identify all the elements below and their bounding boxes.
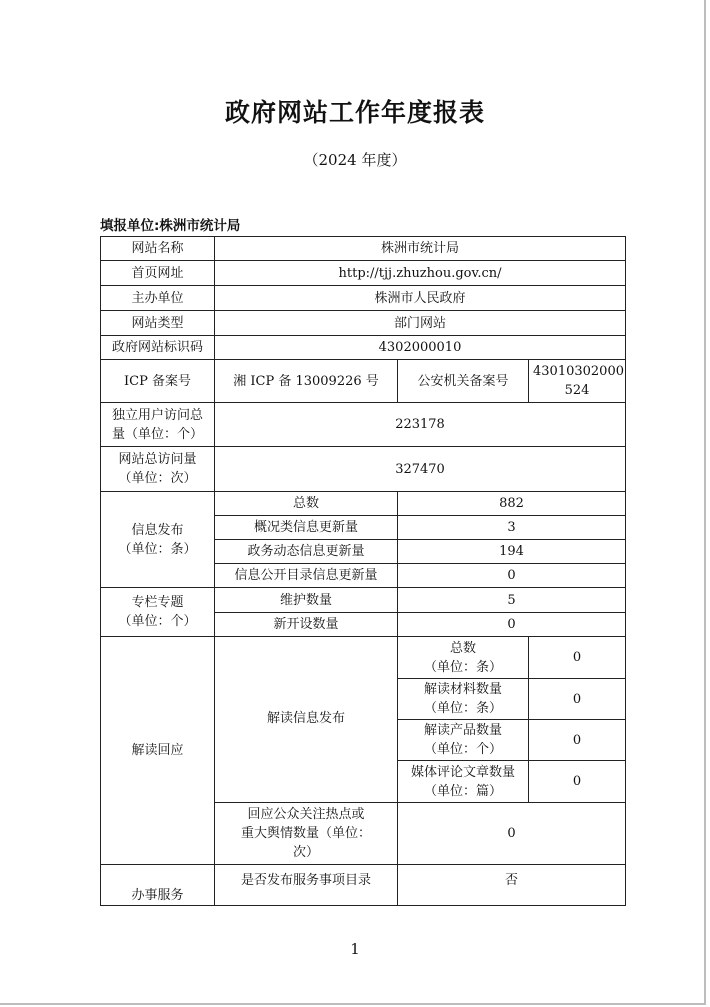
disclosure-update-label: 信息公开目录信息更新量 xyxy=(215,564,398,588)
interpretation-product-label xyxy=(398,720,529,761)
interpretation-product-label-line-1: 解读产品数量 xyxy=(423,723,502,738)
table-row xyxy=(101,492,626,516)
unique-visitors-label-line-1: 独立用户访问总 xyxy=(111,407,203,423)
public-response-label-line-1: 回应公众关注热点或 xyxy=(247,807,365,822)
media-comment-label xyxy=(398,761,529,803)
service-catalog-value: 否 xyxy=(398,865,626,906)
site-name-value: 株洲市统计局 xyxy=(215,237,626,261)
report-title: 政府网站工作年度报表 xyxy=(224,98,485,127)
public-response-label-line-3: 次） xyxy=(292,845,319,860)
interpretation-total-label-line-2: （单位：条） xyxy=(423,659,502,675)
info-publish-label-line-1: 信息发布 xyxy=(131,522,184,538)
interpretation-product-label-line-2: （单位：个） xyxy=(423,742,502,757)
site-type-value: 部门网站 xyxy=(215,311,626,336)
gov-news-update-value: 194 xyxy=(398,540,626,564)
interpretation-total-label xyxy=(398,637,529,679)
interpretation-material-label-line-1: 解读材料数量 xyxy=(423,682,502,697)
media-comment-label-line-2: （单位：篇） xyxy=(423,783,502,799)
sponsor-label: 主办单位 xyxy=(101,286,215,311)
report-year: （2024 年度） xyxy=(303,151,407,169)
police-record-label: 公安机关备案号 xyxy=(398,360,529,403)
filler-unit-label: 填报单位:株洲市统计局 xyxy=(100,218,241,234)
sponsor-value: 株洲市人民政府 xyxy=(215,286,626,311)
interpretation-label: 解读回应 xyxy=(101,637,215,865)
public-response-label xyxy=(215,803,398,865)
media-comment-label-line-1: 媒体评论文章数量 xyxy=(410,764,515,780)
interpretation-material-label-line-2: （单位：条） xyxy=(423,701,502,716)
unique-visitors-label xyxy=(101,403,215,447)
public-response-value: 0 xyxy=(398,803,626,865)
columns-label-line-2: （单位：个） xyxy=(118,614,197,629)
table-row xyxy=(101,336,626,360)
site-name-label: 网站名称 xyxy=(101,237,215,261)
interpretation-total-value: 0 xyxy=(529,637,626,679)
table-row xyxy=(101,286,626,311)
public-response-label-line-2: 重大舆情数量（单位： xyxy=(240,826,371,841)
services-label: 办事服务 xyxy=(101,865,215,906)
table-row xyxy=(101,261,626,286)
info-publish-label xyxy=(101,492,215,588)
site-id-label: 政府网站标识码 xyxy=(101,336,215,360)
table-row xyxy=(101,403,626,447)
media-comment-value: 0 xyxy=(529,761,626,803)
unique-visitors-value: 223178 xyxy=(215,403,626,447)
interpretation-total-label-line-1: 总数 xyxy=(449,640,476,656)
police-record-value-line-2: 524 xyxy=(564,383,590,398)
columns-new-value: 0 xyxy=(398,613,626,637)
table-row xyxy=(101,360,626,403)
table-row xyxy=(101,311,626,336)
unique-visitors-label-line-2: 量（单位：个） xyxy=(111,426,203,442)
home-url-label: 首页网址 xyxy=(101,261,215,286)
site-id-value: 4302000010 xyxy=(215,336,626,360)
police-record-value xyxy=(529,360,626,403)
table-row xyxy=(101,447,626,492)
table-row xyxy=(101,237,626,261)
page-number: 1 xyxy=(350,940,360,958)
table-row xyxy=(101,865,626,906)
gov-news-update-label: 政务动态信息更新量 xyxy=(215,540,398,564)
total-visits-label xyxy=(101,447,215,492)
service-catalog-label: 是否发布服务事项目录 xyxy=(215,865,398,906)
interpretation-material-label xyxy=(398,679,529,720)
police-record-value-line-1: 43010302000 xyxy=(533,364,624,379)
overview-update-value: 3 xyxy=(398,516,626,540)
info-publish-total-value: 882 xyxy=(398,492,626,516)
total-visits-label-line-2: （单位：次） xyxy=(118,471,197,486)
disclosure-update-value: 0 xyxy=(398,564,626,588)
interpretation-product-value: 0 xyxy=(529,720,626,761)
interpretation-publish-label: 解读信息发布 xyxy=(215,637,398,803)
columns-maintained-value: 5 xyxy=(398,588,626,613)
info-publish-total-label: 总数 xyxy=(215,492,398,516)
columns-label-line-1: 专栏专题 xyxy=(131,595,184,610)
overview-update-label: 概况类信息更新量 xyxy=(215,516,398,540)
site-type-label: 网站类型 xyxy=(101,311,215,336)
total-visits-label-line-1: 网站总访问量 xyxy=(118,452,197,467)
home-url-value: http://tjj.zhuzhou.gov.cn/ xyxy=(215,261,626,286)
columns-label xyxy=(101,588,215,637)
table-row xyxy=(101,588,626,613)
total-visits-value: 327470 xyxy=(215,447,626,492)
icp-label: ICP 备案号 xyxy=(101,360,215,403)
columns-new-label: 新开设数量 xyxy=(215,613,398,637)
report-table xyxy=(100,236,626,906)
info-publish-label-line-2: （单位：条） xyxy=(118,541,197,557)
interpretation-material-value: 0 xyxy=(529,679,626,720)
icp-value: 湘 ICP 备 13009226 号 xyxy=(215,360,398,403)
table-row xyxy=(101,637,626,679)
columns-maintained-label: 维护数量 xyxy=(215,588,398,613)
